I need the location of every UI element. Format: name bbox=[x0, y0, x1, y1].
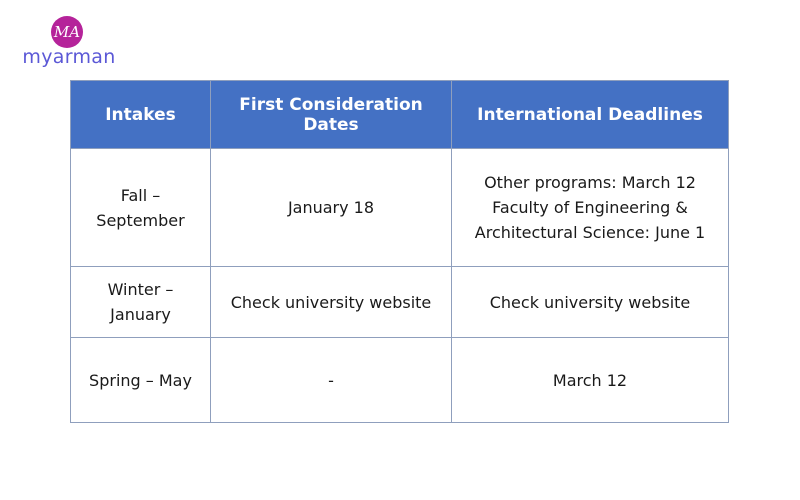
deadline-line: Architectural Science: June 1 bbox=[474, 223, 706, 242]
cell-intake: Winter – January bbox=[71, 267, 211, 338]
cell-intake: Spring – May bbox=[71, 338, 211, 423]
header-intakes: Intakes bbox=[71, 81, 211, 149]
intakes-table-container bbox=[70, 80, 728, 423]
logo-badge-icon bbox=[51, 16, 83, 48]
cell-international-deadline bbox=[452, 338, 729, 423]
header-international-deadlines: International Deadlines bbox=[452, 81, 729, 149]
brand-logo[interactable] bbox=[14, 14, 124, 70]
deadline-line: Other programs: March 12 bbox=[484, 173, 696, 192]
table-row bbox=[71, 338, 729, 423]
svg-text:MA: MA bbox=[53, 23, 81, 41]
intakes-table bbox=[70, 80, 729, 423]
table-row bbox=[71, 149, 729, 267]
deadline-line: March 12 bbox=[552, 370, 628, 390]
cell-first-consideration: Check university website bbox=[211, 267, 452, 338]
cell-international-deadline bbox=[452, 149, 729, 267]
logo-wordmark: myarman bbox=[22, 46, 116, 68]
header-first-consideration-dates: First Consideration Dates bbox=[211, 81, 452, 149]
deadline-line: Check university website bbox=[489, 292, 691, 312]
cell-international-deadline bbox=[452, 267, 729, 338]
cell-intake: Fall – September bbox=[71, 149, 211, 267]
table-header-row bbox=[71, 81, 729, 149]
cell-first-consideration: January 18 bbox=[211, 149, 452, 267]
deadline-line: Faculty of Engineering & bbox=[492, 198, 688, 217]
cell-first-consideration: - bbox=[211, 338, 452, 423]
table-row bbox=[71, 267, 729, 338]
